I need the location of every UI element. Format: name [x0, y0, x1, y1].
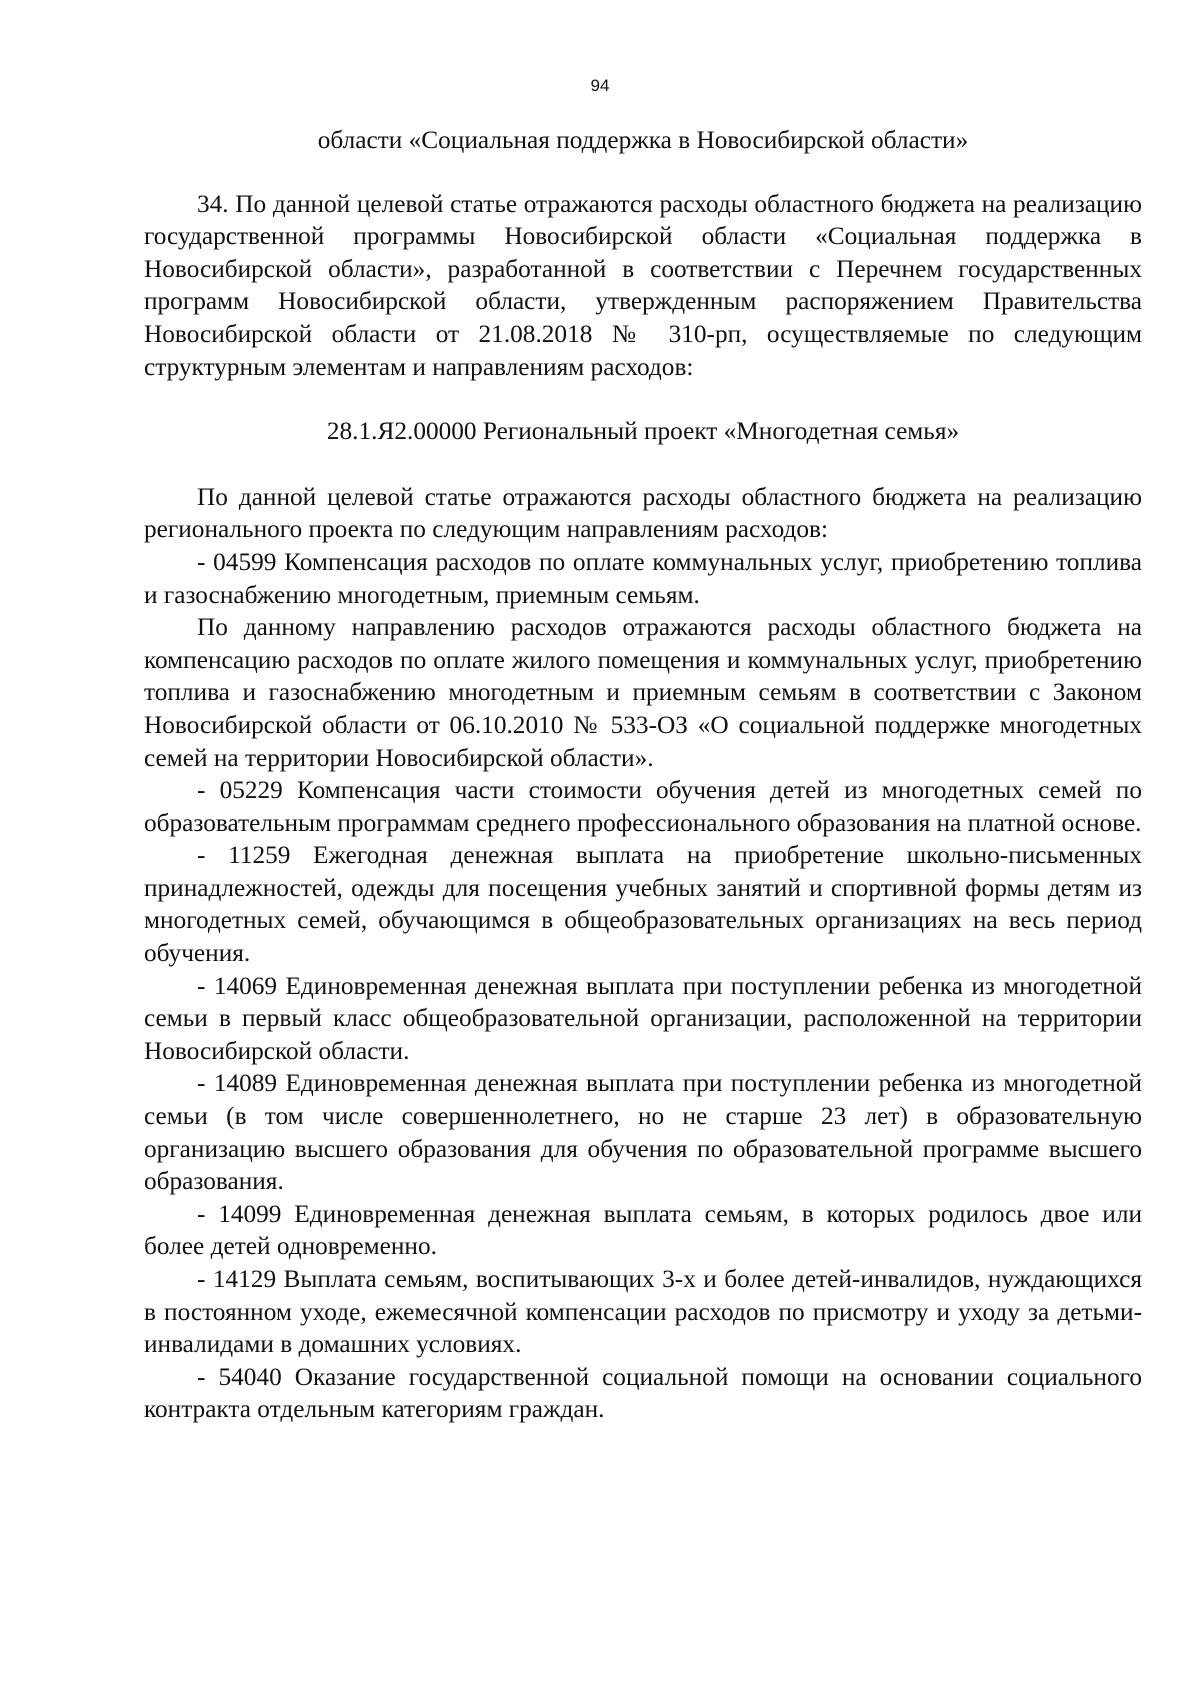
paragraph-article-34: 34. По данной целевой статье отражаются расходы областного бюджета на реализацию государственной программы Новосибирской области «Социальная поддержка в Новосибирской области», разработанной в соответствии с Перечнем государственных программ Новосибирской области, утвержденным распоряжением Правительства Новосибирской области от 21.08.2018 № 310-рп, осуществляемые по следующим структурным элементам и направлениям расходов: [144, 189, 1142, 381]
paragraph-code-11259: - 11259 Ежегодная денежная выплата на приобретение школьно-письменных принадлежностей, одежды для посещения учебных занятий и спортивной формы детям из многодетных семей, обучающимся в общеобразовательных организациях на весь период обучения. [144, 841, 1142, 968]
paragraph-project-intro: По данной целевой статье отражаются расходы областного бюджета на реализацию регионального проекта по следующим направлениям расходов: [144, 482, 1142, 544]
page-number: 94 [590, 76, 610, 95]
spacer [144, 448, 1142, 481]
paragraph-code-05229: - 05229 Компенсация части стоимости обучения детей из многодетных семей по образовательным программам среднего профессионального образования на платной основе. [144, 776, 1142, 837]
program-title: области «Социальная поддержка в Новосибирской области» [317, 126, 969, 154]
spacer [144, 157, 1142, 188]
paragraph-code-14089: - 14089 Единовременная денежная выплата при поступлении ребенка из многодетной семьи (в том числе совершеннолетнего, но не старше 23 лет) в образовательную организацию высшего образования для обучения по образовательной программе высшего образования. [144, 1069, 1142, 1196]
paragraph-code-14069: - 14069 Единовременная денежная выплата при поступлении ребенка из многодетной семьи в первый класс общеобразовательной организации, расположенной на территории Новосибирской области. [144, 971, 1142, 1065]
paragraph-code-14129: - 14129 Выплата семьям, воспитывающих 3-х и более детей-инвалидов, нуждающихся в постоянном уходе, ежемесячной компенсации расходов по присмотру и уходу за детьми-инвалидами в домашних условиях. [144, 1265, 1142, 1359]
paragraph-code-14099: - 14099 Единовременная денежная выплата семьям, в которых родилось двое или более детей одновременно. [144, 1199, 1142, 1261]
paragraph-code-54040: - 54040 Оказание государственной социальной помощи на основании социального контракта отдельным категориям граждан. [144, 1362, 1142, 1424]
spacer [144, 383, 1142, 415]
paragraph-04599-description: По данному направлению расходов отражаются расходы областного бюджета на компенсацию расходов по оплате жилого помещения и коммунальных услуг, приобретению топлива и газоснабжению многодетным и приемным семьям в соответствии с Законом Новосибирской области от 06.10.2010 № 533-ОЗ «О социальной поддержке многодетных семей на территории Новосибирской области». [144, 613, 1142, 772]
paragraph-code-04599: - 04599 Компенсация расходов по оплате коммунальных услуг, приобретению топлива и газоснабжению многодетным, приемным семьям. [144, 547, 1142, 609]
project-title: 28.1.Я2.00000 Региональный проект «Многодетная семья» [326, 417, 960, 446]
document-body [144, 124, 1142, 1426]
